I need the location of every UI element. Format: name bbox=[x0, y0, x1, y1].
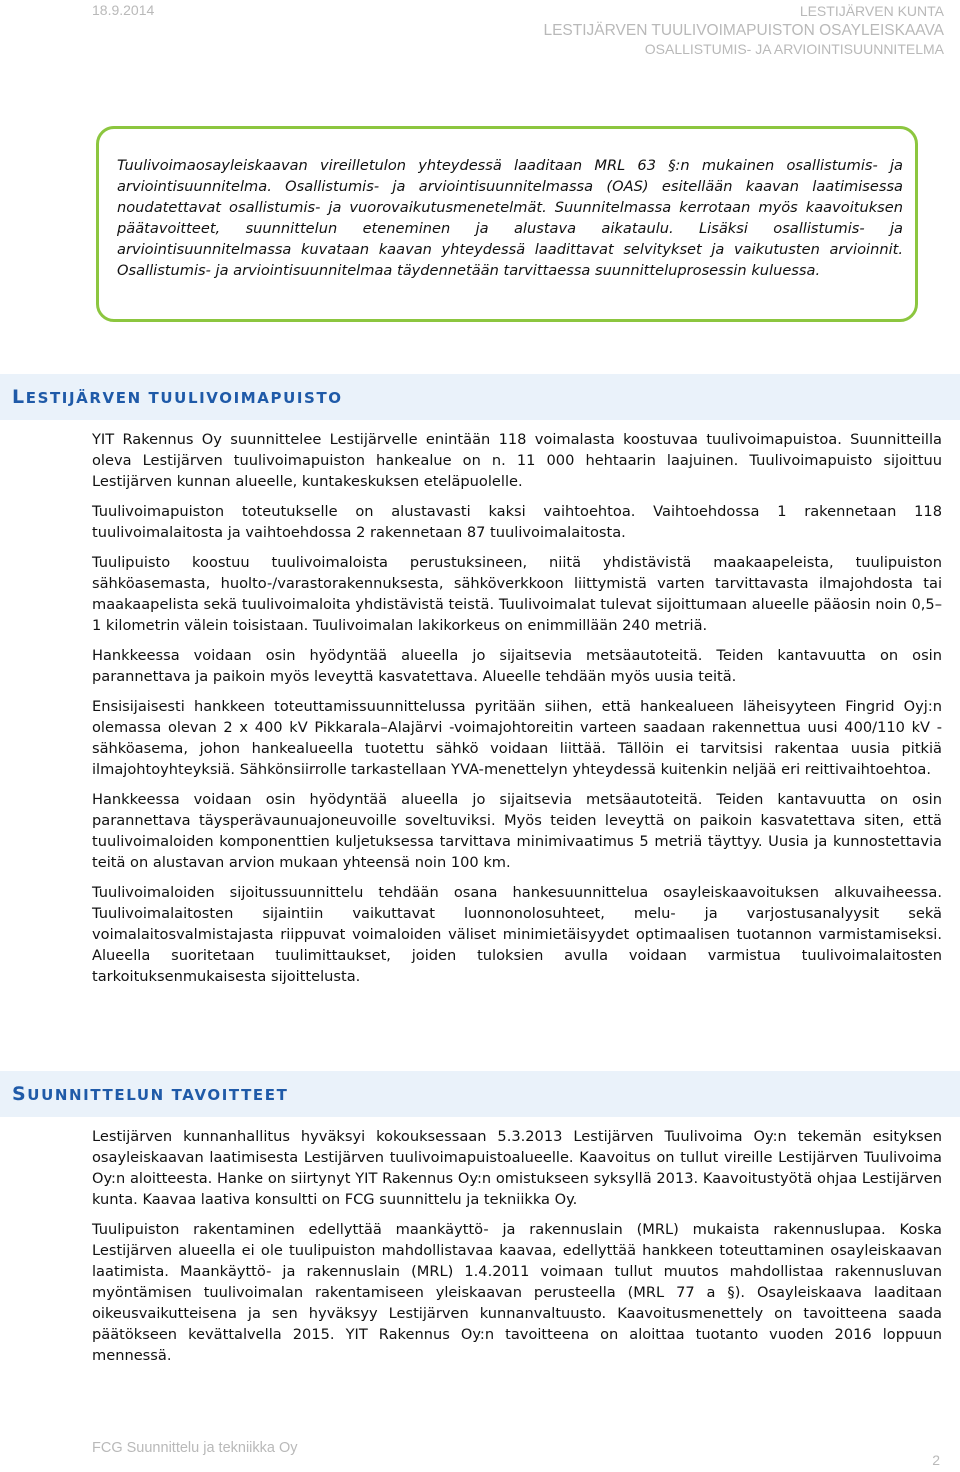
paragraph: Tuulipuisto koostuu tuulivoimaloista perustuksineen, niitä yhdistävistä maakaapeleista, tuulipuiston sähköasemasta, huolto-/varastorakennuksesta, sähköverkkoon liittymistä varten tarvittavasta ilmajohdosta tai maakaapelista sekä tuulivoimaloita yhdistävistä teistä. Tuulivoimalat tulevat sijoittumaan alueelle pääosin noin 0,5–1 kilometrin välein toisistaan. Tuulivoimalan lakikorkeus on enimmillään 240 metriä. bbox=[92, 554, 942, 634]
paragraph: Hankkeessa voidaan osin hyödyntää alueella jo sijaitsevia metsäautoteitä. Teiden kantavuutta on osin parannettava täysperävaunuajoneuvoille soveltuviksi. Myös teiden leveyttä on paikoin kasvatettava siten, että tuulivoimaloiden komponenttien kuljetuksessa tarvittava minimivaatimus 5 metriä täyttyy. Uusia ja kunnostettavia teitä on alustavan arvion mukaan yhteensä noin 100 km. bbox=[92, 791, 942, 871]
section-body-planning-goals bbox=[92, 1126, 942, 1375]
page-number: 2 bbox=[932, 1452, 940, 1468]
section-heading-band bbox=[0, 374, 960, 420]
paragraph: Tuulivoimapuiston toteutukselle on alustavasti kaksi vaihtoehtoa. Vaihtoehdossa 1 rakennetaan 118 tuulivoimalaitosta ja vaihtoehdossa 2 rakennetaan 87 tuulivoimalaitosta. bbox=[92, 503, 942, 541]
section-title-wind-park: LESTIJÄRVEN TUULIVOIMAPUISTO bbox=[12, 386, 343, 408]
header-date: 18.9.2014 bbox=[92, 2, 155, 18]
paragraph: Tuulivoimaloiden sijoitussuunnittelu tehdään osana hankesuunnittelua osayleiskaavoituksen alkuvaiheessa. Tuulivoimalaitosten sijaintiin vaikuttavat luonnonolosuhteet, melu- ja varjostusanalyysit sekä voimalaitosvalmistajasta riippuvat voimaloiden väliset minimietäisyydet optimaalisen tuotannon varmistamiseksi. Alueella suoritetaan tuulimittaukset, joiden tuloksien avulla voidaan varmistua tuulivoimalaitosten tarkoituksenmukaisesta sijoittelusta. bbox=[92, 884, 942, 985]
footer-company: FCG Suunnittelu ja tekniikka Oy bbox=[92, 1440, 298, 1456]
header-plan-title: LESTIJÄRVEN TUULIVOIMAPUISTON OSAYLEISKAAVA bbox=[543, 22, 944, 39]
intro-box bbox=[96, 126, 918, 322]
paragraph: Tuulipuiston rakentaminen edellyttää maankäyttö- ja rakennuslain (MRL) mukaista rakennuslupaa. Koska Lestijärven alueella ei ole tuulipuiston mahdollistavaa kaavaa, edellyttää hankkeen toteuttaminen osayleiskaavan laatimista. Maankäyttö- ja rakennuslain (MRL) 1.4.2011 voimaan tullut muutos mahdollistaa rakennusluvan myöntämisen tuulivoimalan rakentamiseen yleiskaavan perusteella (MRL 77 a §). Osayleiskaava laaditaan oikeusvaikutteisena ja sen hyväksyy Lestijärven kunnanvaltuusto. Kaavoitusmenettely on tavoitteena saada päätökseen kevättalvella 2015. YIT Rakennus Oy:n tavoitteena on aloittaa tuotanto vuoden 2016 loppuun mennessä. bbox=[92, 1221, 942, 1364]
header-document-type: OSALLISTUMIS- JA ARVIOINTISUUNNITELMA bbox=[644, 41, 944, 57]
section-title-planning-goals: SUUNNITTELUN TAVOITTEET bbox=[12, 1083, 289, 1105]
paragraph: Hankkeessa voidaan osin hyödyntää alueella jo sijaitsevia metsäautoteitä. Teiden kantavuutta on osin parannettava ja paikoin myös leveyttä kasvatettava. Alueelle tehdään myös uusia teitä. bbox=[92, 647, 942, 685]
section-body-wind-park bbox=[92, 429, 942, 996]
paragraph: Lestijärven kunnanhallitus hyväksyi kokouksessaan 5.3.2013 Lestijärven Tuulivoima Oy:n tekemän esityksen osayleiskaavan laatimisesta Lestijärven tuulivoimapuistoalueelle. Kaavoitus on tullut vireille Lestijärven Tuulivoima Oy:n aloitteesta. Hanke on siirtynyt YIT Rakennus Oy:n omistukseen syksyllä 2013. Kaavoitustyötä ohjaa Lestijärven kunta. Kaavaa laativa konsultti on FCG suunnittelu ja tekniikka Oy. bbox=[92, 1128, 942, 1208]
document-header bbox=[543, 2, 944, 59]
header-municipality: LESTIJÄRVEN KUNTA bbox=[799, 3, 944, 19]
section-heading-band bbox=[0, 1071, 960, 1117]
paragraph: YIT Rakennus Oy suunnittelee Lestijärvelle enintään 118 voimalasta koostuvaa tuulivoimapuistoa. Suunnitteilla oleva Lestijärven tuulivoimapuiston hankealue on n. 11 000 hehtaarin laajuinen. Tuulivoimapuisto sijoittuu Lestijärven kunnan alueelle, kuntakeskuksen eteläpuolelle. bbox=[92, 431, 942, 490]
intro-text: Tuulivoimaosayleiskaavan vireilletulon yhteydessä laaditaan MRL 63 §:n mukainen osallistumis- ja arviointisuunnitelma. Osallistumis- ja arviointisuunnitelmassa (OAS) esitellään kaavan laatimisessa noudatettavat osallistumis- ja vuorovaikutusmenetelmät. Suunnitelmassa kerrotaan myös kaavoituksen päätavoitteet, suunnittelun eteneminen ja alustava aikataulu. Lisäksi osallistumis- ja arviointisuunnitelmassa kuvataan kaavan yhteydessä laadittavat selvitykset ja vaikutusten arvioinnit. Osallistumis- ja arviointisuunnitelmaa täydennetään tarvittaessa suunnitteluprosessin kuluessa. bbox=[117, 157, 903, 279]
paragraph: Ensisijaisesti hankkeen toteuttamissuunnittelussa pyritään siihen, että hankealueen läheisyyteen Fingrid Oyj:n olemassa olevan 2 x 400 kV Pikkarala–Alajärvi -voimajohtoreitin varteen saadaan rakennettua uusi 400/110 kV -sähköasema, johon hankealueella tuotettu sähkö voidaan liittää. Tällöin ei tarvitsisi rakentaa uusia pitkiä ilmajohtoyhteyksiä. Sähkönsiirrolle tarkastellaan YVA-menettelyn yhteydessä kuitenkin neljää eri reittivaihtoehtoa. bbox=[92, 698, 942, 778]
